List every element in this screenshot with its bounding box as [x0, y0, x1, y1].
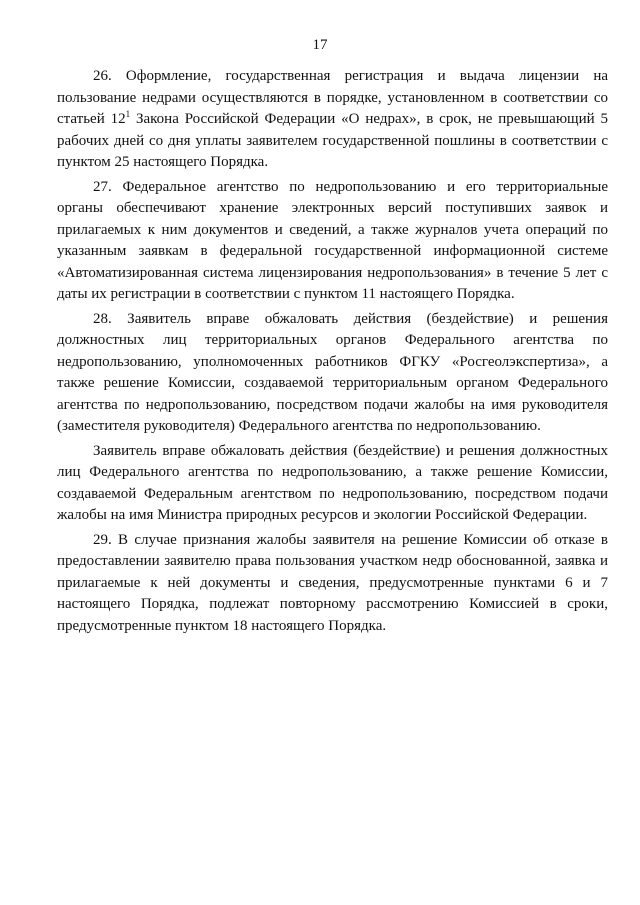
paragraph-26 [57, 66, 608, 174]
paragraph-27: 27. Федеральное агентство по недропользованию и его территориальные органы обеспечивают хранение электронных версий поступивших заявок и прилагаемых к ним документов и сведений, а также журналов учета операций по указанным заявкам в федеральной государственной информационной системе «Автоматизированная система лицензирования недропользования» в течение 5 лет с даты их регистрации в соответствии с пунктом 11 настоящего Порядка. [57, 178, 608, 302]
paragraph-29: 29. В случае признания жалобы заявителя на решение Комиссии об отказе в предоставлении заявителю права пользования участком недр обоснованной, заявка и прилагаемые к ней документы и сведения, предусмотренные пунктами 6 и 7 настоящего Порядка, подлежат повторному рассмотрению Комиссией в сроки, предусмотренные пунктом 18 настоящего Порядка. [57, 531, 608, 634]
page-number: 17 [312, 37, 328, 53]
document-body [57, 66, 608, 640]
paragraph-26-superscript: 1 [125, 109, 131, 119]
paragraph-26-text-start: 26. Оформление, государственная регистрация и выдача лицензии на пользование недрами осуществляются в порядке, установленном в соответствии со статьей 12 [57, 68, 608, 127]
paragraph-28-continuation: Заявитель вправе обжаловать действия (бездействие) и решения должностных лиц Федерального агентства по недропользованию, а также решение Комиссии, создаваемой Федеральным агентством по недропользованию, посредством подачи жалобы на имя Министра природных ресурсов и экологии Российской Федерации. [57, 442, 608, 523]
paragraph-26-text-end: Закона Российской Федерации «О недрах», в срок, не превышающий 5 рабочих дней со дня уплаты заявителем государственной пошлины в соответствии с пунктом 25 настоящего Порядка. [57, 111, 608, 170]
paragraph-28: 28. Заявитель вправе обжаловать действия (бездействие) и решения должностных лиц территориальных органов Федерального агентства по недропользованию, уполномоченных работников ФГКУ «Росгеолэкспертиза», а также решение Комиссии, создаваемой территориальным органом Федерального агентства по недропользованию, посредством подачи жалобы на имя руководителя (заместителя руководителя) Федерального агентства по недропользованию. [57, 310, 608, 434]
